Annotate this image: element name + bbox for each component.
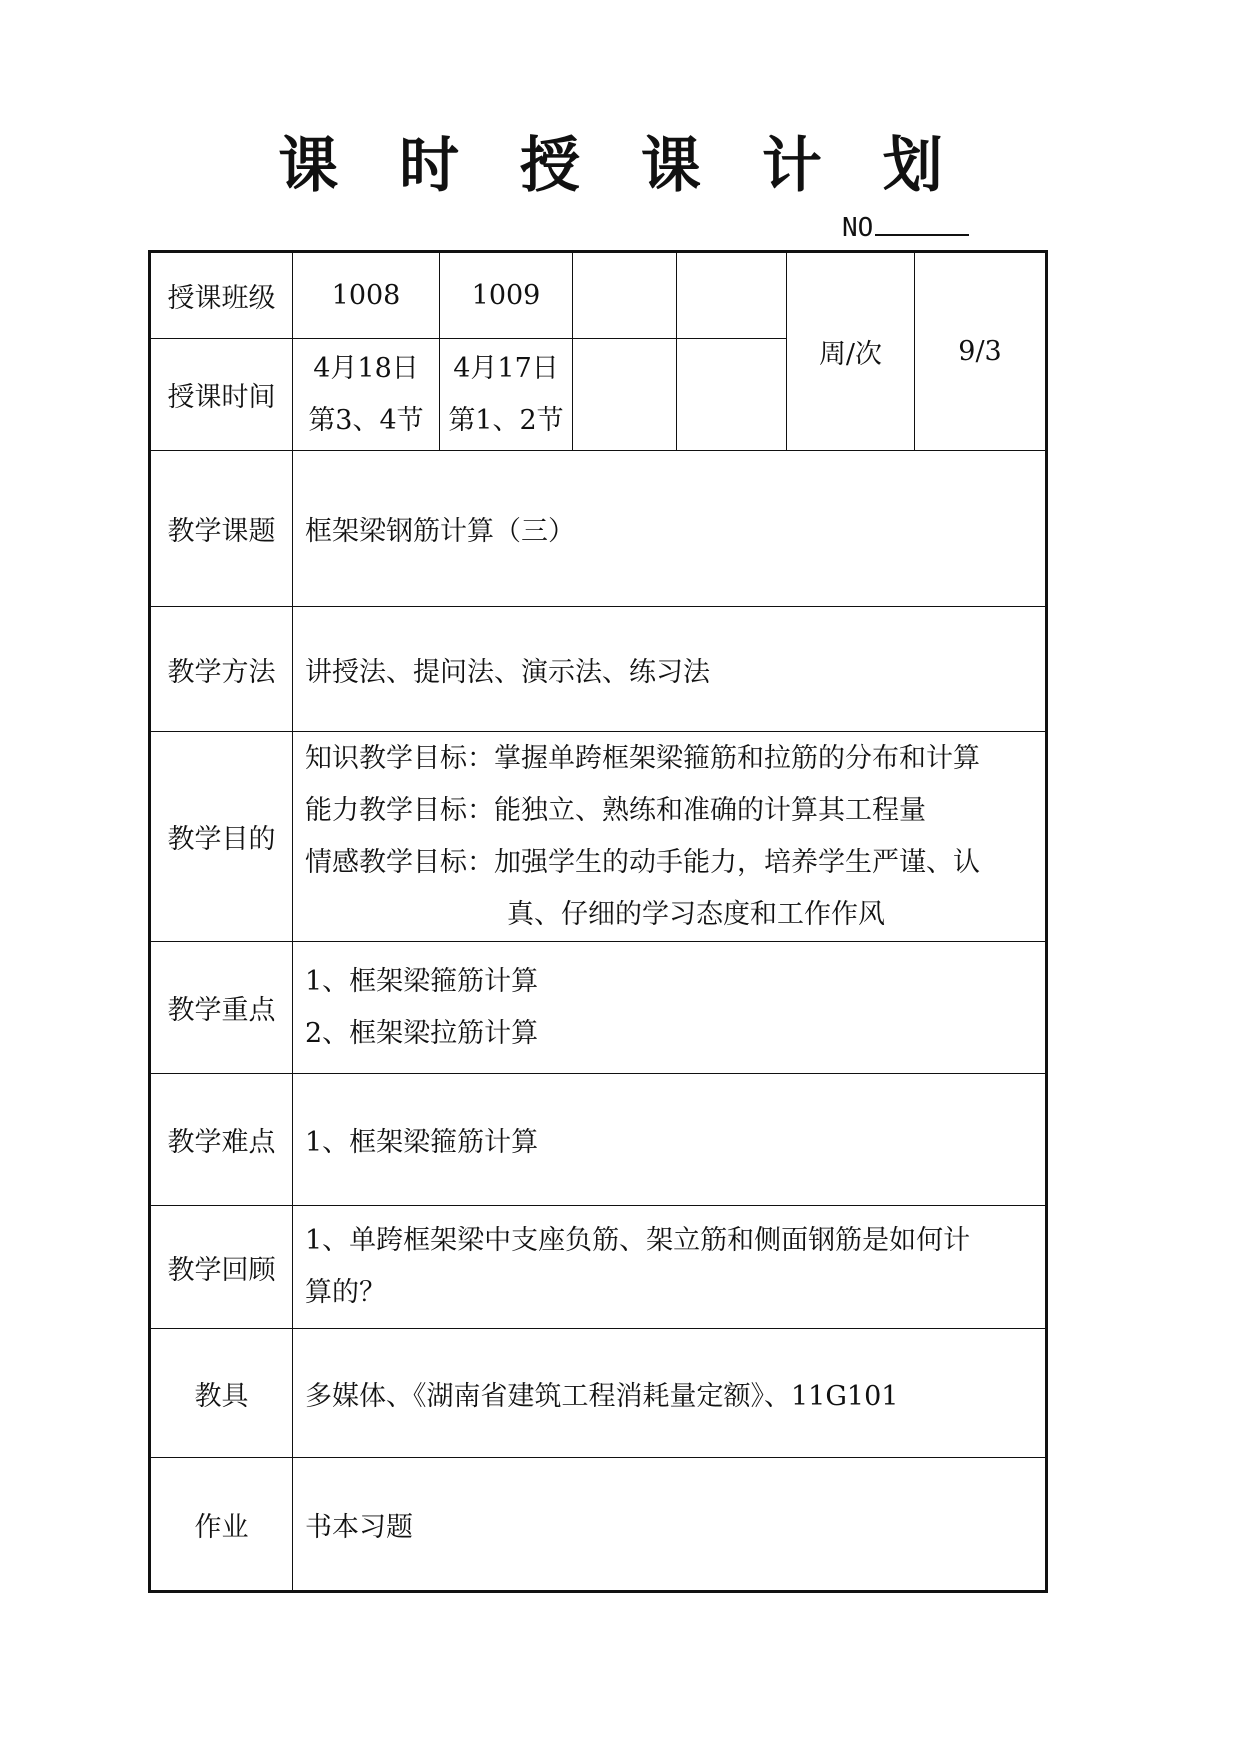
goal-line: 真、仔细的学习态度和工作作风 bbox=[507, 898, 885, 930]
time-label: 授课时间 bbox=[150, 339, 293, 451]
goals-label: 教学目的 bbox=[150, 732, 293, 942]
key-points-content bbox=[293, 942, 1047, 1074]
goals-content bbox=[293, 732, 1047, 942]
page-title: 课 时 授 课 计 划 bbox=[278, 131, 963, 201]
method-value: 讲授法、提问法、演示法、练习法 bbox=[293, 607, 1047, 732]
time-cell bbox=[573, 339, 677, 451]
time-date: 4月17日 bbox=[453, 352, 559, 384]
time-cell bbox=[677, 339, 787, 451]
goal-line: 知识教学目标：掌握单跨框架梁箍筋和拉筋的分布和计算 bbox=[305, 742, 980, 774]
tools-label: 教具 bbox=[150, 1329, 293, 1458]
difficulties-label: 教学难点 bbox=[150, 1074, 293, 1206]
goal-line: 情感教学目标：加强学生的动手能力，培养学生严谨、认 bbox=[305, 846, 980, 878]
homework-value: 书本习题 bbox=[293, 1458, 1047, 1592]
time-cell bbox=[293, 339, 440, 451]
class-value bbox=[677, 252, 787, 339]
class-value: 1008 bbox=[293, 252, 440, 339]
no-label: NO bbox=[842, 213, 874, 243]
class-label: 授课班级 bbox=[150, 252, 293, 339]
homework-row bbox=[150, 1458, 1047, 1592]
time-cell bbox=[440, 339, 573, 451]
key-point-item: 2、框架梁拉筋计算 bbox=[305, 1017, 539, 1049]
difficulties-row bbox=[150, 1074, 1047, 1206]
review-row bbox=[150, 1206, 1047, 1329]
method-row bbox=[150, 607, 1047, 732]
goal-line: 能力教学目标：能独立、熟练和准确的计算其工程量 bbox=[305, 794, 926, 826]
document-number bbox=[842, 210, 969, 243]
tools-row bbox=[150, 1329, 1047, 1458]
no-blank-line bbox=[875, 210, 969, 236]
time-date: 4月18日 bbox=[313, 352, 419, 384]
class-row bbox=[150, 252, 1047, 339]
topic-label: 教学课题 bbox=[150, 451, 293, 607]
key-points-label: 教学重点 bbox=[150, 942, 293, 1074]
key-points-row bbox=[150, 942, 1047, 1074]
review-line: 算的？ bbox=[305, 1277, 386, 1308]
class-value bbox=[573, 252, 677, 339]
review-label: 教学回顾 bbox=[150, 1206, 293, 1329]
homework-label: 作业 bbox=[150, 1458, 293, 1592]
goals-row bbox=[150, 732, 1047, 942]
difficulty-item: 1、框架梁箍筋计算 bbox=[293, 1074, 1047, 1206]
topic-value: 框架梁钢筋计算（三） bbox=[293, 451, 1047, 607]
key-point-item: 1、框架梁箍筋计算 bbox=[305, 965, 539, 997]
class-value: 1009 bbox=[440, 252, 573, 339]
topic-row bbox=[150, 451, 1047, 607]
week-label: 周/次 bbox=[787, 252, 915, 451]
time-period: 第1、2节 bbox=[448, 404, 564, 436]
review-content bbox=[293, 1206, 1047, 1329]
method-label: 教学方法 bbox=[150, 607, 293, 732]
tools-value: 多媒体、《湖南省建筑工程消耗量定额》、11G101 bbox=[293, 1329, 1047, 1458]
week-value: 9/3 bbox=[915, 252, 1047, 451]
time-period: 第3、4节 bbox=[308, 404, 424, 436]
review-line: 1、单跨框架梁中支座负筋、架立筋和侧面钢筋是如何计 bbox=[305, 1225, 971, 1256]
lesson-plan-table bbox=[148, 250, 1048, 1593]
